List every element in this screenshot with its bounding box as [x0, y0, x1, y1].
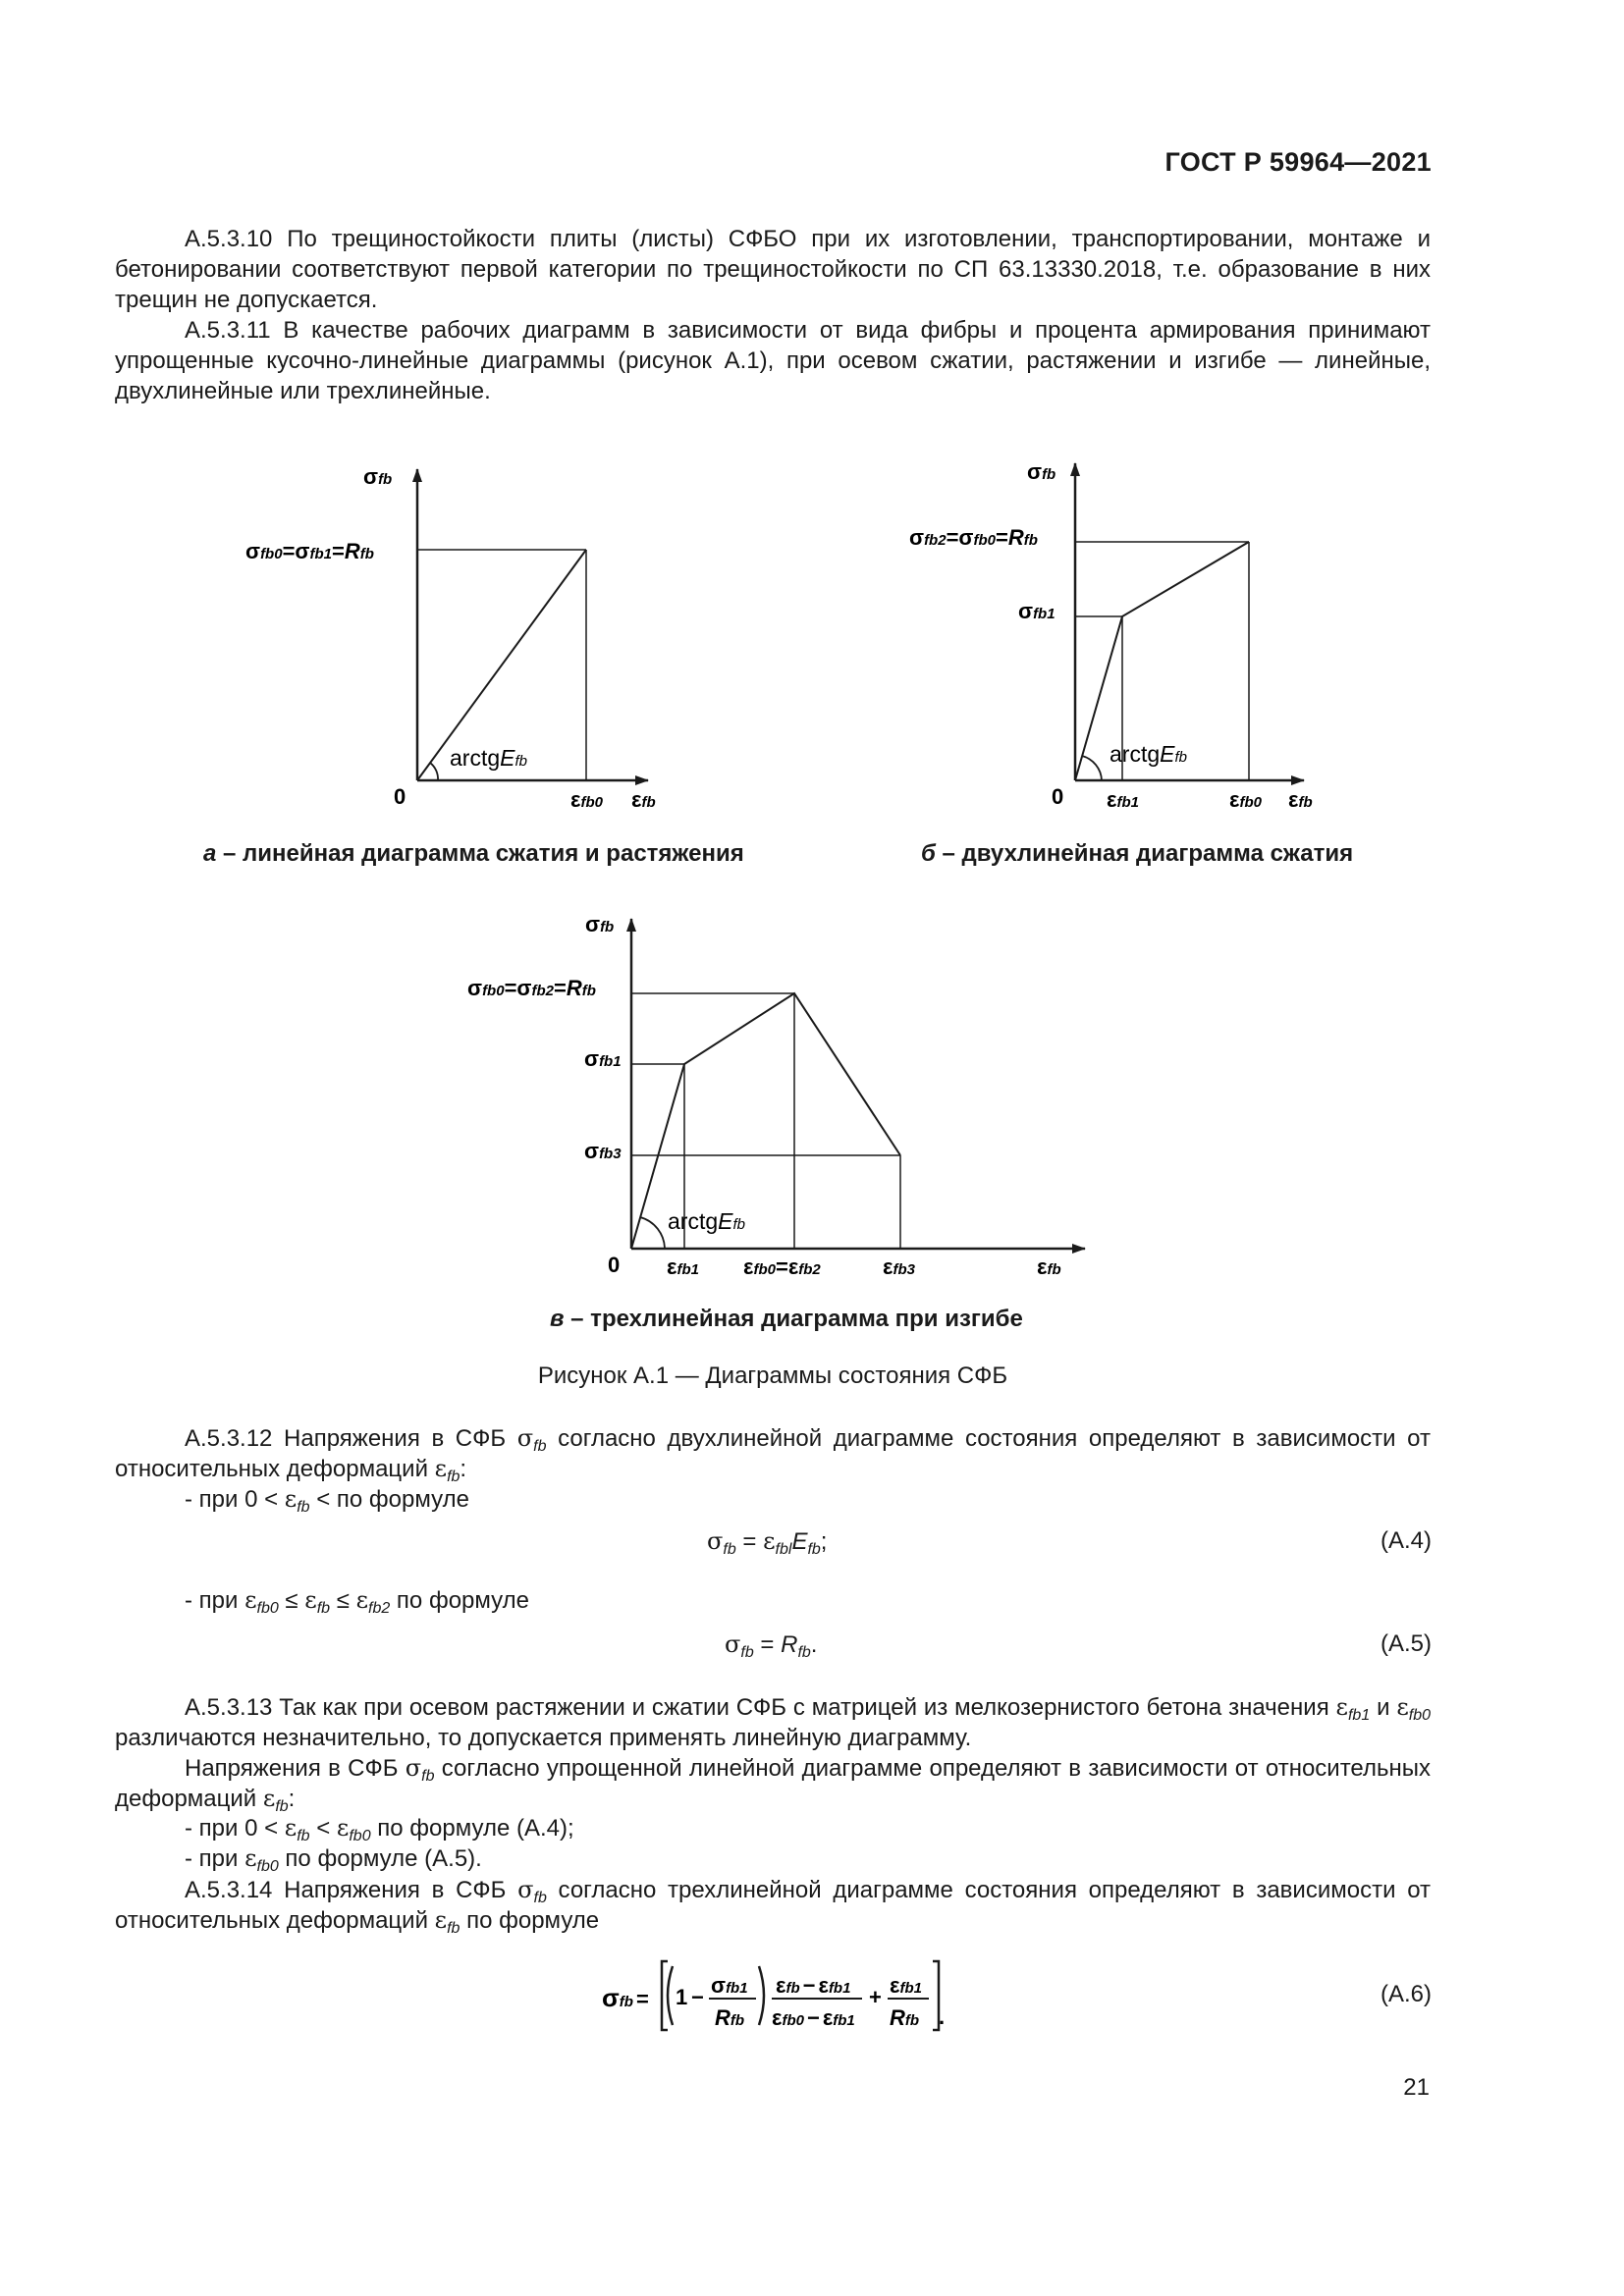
epsilon-label: ε	[743, 1255, 754, 1279]
sub-label: fb	[514, 753, 527, 770]
equation-number-a5: (А.5)	[1380, 1630, 1432, 1657]
svg-text:σfb3	[584, 1139, 622, 1163]
svg-text:εfb	[1037, 1255, 1061, 1279]
epsilon-label: ε	[1107, 787, 1117, 812]
sigma-label: σ	[1027, 459, 1043, 484]
sub-label: fb2	[798, 1261, 821, 1278]
svg-text:εfb1	[1107, 787, 1139, 812]
sigma-label: σ	[909, 525, 925, 550]
r-label: R	[1007, 525, 1024, 550]
svg-text:σfb=: σfb =	[602, 1983, 649, 2012]
svg-text:σfb	[585, 912, 614, 936]
sub-label: fb3	[893, 1261, 915, 1278]
sub-label: fb0	[482, 983, 505, 999]
svg-text:+: +	[869, 1985, 882, 2009]
svg-text:σfb1	[1018, 599, 1056, 623]
sub-label: fb1	[309, 546, 332, 562]
paragraph-stress-linear: Напряжения в СФБ $\sigma_{fb}$ согласно упрощенной линейной диаграмме определяют в зависимости от относительных деформаций $\varepsilon_{fb}$:	[115, 1754, 1431, 1815]
sigma-label: σ	[363, 464, 379, 489]
svg-text:σfb	[363, 464, 392, 489]
caption-c	[550, 1306, 1023, 1333]
svg-text:εfb	[631, 787, 656, 812]
caption-letter: а	[203, 840, 217, 867]
document-header: ГОСТ Р 59964—2021	[1164, 147, 1432, 177]
epsilon-label: ε	[1288, 787, 1299, 812]
svg-text:εfb3	[883, 1255, 916, 1279]
formula-a6	[599, 1949, 952, 2037]
paragraph-a5310: А.5.3.10 По трещиностойкости плиты (листы) СФБО при их изготовлении, транспортировании, монтаже и бетонировании соответствуют первой категории по трещиностойкости по СП 63.13330.2018, т.е. образование в них трещин не допускается.	[115, 226, 1431, 313]
svg-text:εfb0	[1229, 787, 1263, 812]
equals-label: =	[995, 525, 1008, 550]
diagram-b-bilinear	[903, 447, 1335, 825]
e-label: E	[500, 745, 515, 771]
svg-text:Rfb: Rfb	[890, 2005, 920, 2030]
epsilon-label: ε	[883, 1255, 893, 1279]
sub-label: fb	[378, 471, 393, 488]
equation-number-a6: (А.6)	[1380, 1981, 1432, 2007]
sub-label: fb1	[1116, 794, 1139, 811]
equals-label: =	[331, 539, 345, 563]
equals-label: =	[775, 1255, 788, 1279]
diagram-c-trilinear	[461, 903, 1100, 1286]
sub-label: fb3	[599, 1146, 622, 1162]
epsilon-label: ε	[1037, 1255, 1048, 1279]
paragraph-a5313: А.5.3.13 Так как при осевом растяжении и сжатии СФБ с матрицей из мелкозернистого бетона значения $\varepsilon_{fb1}$ и $\varepsilon_{fb0}$ различаются незначительно, то допускается применять линейную диаграмму.	[115, 1693, 1431, 1751]
e-label: E	[1160, 741, 1175, 767]
sub-label: fb2	[531, 983, 554, 999]
svg-text:arctgEfb	[668, 1208, 745, 1234]
sigma-label: σ	[584, 1139, 600, 1163]
svg-text:σfb0=σfb2=Rfb	[467, 976, 596, 1000]
formula-a5: $\sigma_{fb} = R_{fb}$.	[725, 1630, 818, 1661]
svg-text:εfb	[1288, 787, 1313, 812]
svg-text:Rfb: Rfb	[715, 2005, 745, 2030]
epsilon-label: ε	[570, 787, 581, 812]
sub-label: fb1	[599, 1053, 622, 1070]
sigma-label: σ	[1018, 599, 1034, 623]
equals-label: =	[282, 539, 296, 563]
svg-text:σfb1: σfb1	[711, 1973, 748, 1998]
sub-label: fb0	[260, 546, 283, 562]
epsilon-label: ε	[787, 1255, 799, 1279]
sigma-label: σ	[585, 912, 601, 936]
sub-label: fb	[600, 919, 615, 935]
epsilon-label: ε	[1229, 787, 1240, 812]
sub-label: fb	[1042, 466, 1056, 483]
svg-text:.: .	[939, 2004, 946, 2029]
r-label: R	[566, 976, 582, 1000]
svg-text:arctgEfb	[1110, 741, 1187, 767]
origin-label: 0	[394, 784, 406, 809]
e-label: E	[718, 1208, 733, 1234]
sub-label: fb	[641, 794, 656, 811]
origin-label: 0	[1052, 784, 1064, 809]
condition-4: - при $\varepsilon_{fb0}$ по формуле (А.5).	[185, 1844, 482, 1875]
sigma-label: σ	[958, 525, 974, 550]
arctg-label: arctg	[450, 745, 501, 771]
sub-label: fb	[581, 983, 596, 999]
svg-text:εfb0=εfb2	[743, 1255, 821, 1279]
svg-text:σfb0=σfb1=Rfb	[245, 539, 374, 563]
caption-text: – трехлинейная диаграмма при изгибе	[564, 1306, 1023, 1332]
sub-label: fb0	[1239, 794, 1262, 811]
formula-a4: $\sigma_{fb} = \varepsilon_{fbl}E_{fb}$;	[707, 1527, 828, 1558]
equals-label: =	[946, 525, 959, 550]
equals-label: =	[504, 976, 517, 1000]
caption-text: – линейная диаграмма сжатия и растяжения	[216, 840, 744, 867]
arctg-label: arctg	[668, 1208, 719, 1234]
sigma-label: σ	[245, 539, 261, 563]
svg-text:εfb1	[667, 1255, 699, 1279]
sub-label: fb	[359, 546, 374, 562]
caption-letter: в	[550, 1306, 565, 1332]
paragraph-a5314: А.5.3.14 Напряжения в СФБ $\sigma_{fb}$ согласно трехлинейной диаграмме состояния определяют в зависимости от относительных деформаций $\varepsilon_{fb}$ по формуле	[115, 1876, 1431, 1937]
page-number: 21	[1403, 2074, 1430, 2101]
svg-text:εfb0	[570, 787, 604, 812]
paragraph-a5311: А.5.3.11 В качестве рабочих диаграмм в зависимости от вида фибры и процента армирования принимают упрощенные кусочно-линейные диаграммы (рисунок А.1), при осевом сжатии, растяжении и изгибе — линейные, двухлинейные или трехлинейные.	[115, 317, 1431, 404]
arctg-label: arctg	[1110, 741, 1161, 767]
condition-3: - при $0 < \varepsilon_{fb} < \varepsilon_{fb0}$ по формуле (А.4);	[185, 1814, 574, 1844]
svg-text:εfb1: εfb1	[890, 1973, 922, 1998]
sub-label: fb0	[580, 794, 603, 811]
svg-text:1: 1	[676, 1985, 688, 2009]
sigma-label: σ	[516, 976, 532, 1000]
condition-1: - при $0 < \varepsilon_{fb}$ < по формуле	[185, 1485, 469, 1516]
svg-text:σfb1	[584, 1046, 622, 1071]
sigma-label: σ	[467, 976, 483, 1000]
sub-label: fb0	[753, 1261, 776, 1278]
caption-b	[921, 840, 1353, 868]
caption-a	[203, 840, 744, 868]
diagram-a-linear	[236, 452, 668, 825]
origin-label: 0	[608, 1253, 621, 1277]
epsilon-label: ε	[631, 787, 642, 812]
sub-label: fb1	[677, 1261, 699, 1278]
svg-text:σfb2=σfb0=Rfb	[909, 525, 1038, 550]
svg-text:σfb	[1027, 459, 1056, 484]
epsilon-label: ε	[667, 1255, 677, 1279]
equals-label: =	[553, 976, 567, 1000]
svg-text:εfb0−εfb1: εfb0 − εfb1	[772, 2005, 855, 2030]
svg-text:εfb−εfb1: εfb − εfb1	[776, 1973, 851, 1998]
r-label: R	[344, 539, 360, 563]
sub-label: fb	[1023, 532, 1038, 549]
paragraph-a5312: А.5.3.12 Напряжения в СФБ $\sigma_{fb}$ согласно двухлинейной диаграмме состояния определяют в зависимости от относительных деформаций $\varepsilon_{fb}$:	[115, 1424, 1431, 1485]
sub-label: fb	[1174, 749, 1187, 766]
sub-label: fb1	[1033, 606, 1056, 622]
caption-text: – двухлинейная диаграмма сжатия	[935, 840, 1354, 867]
caption-letter: б	[921, 840, 936, 867]
figure-title: Рисунок А.1 — Диаграммы состояния СФБ	[537, 1362, 1008, 1389]
svg-text:arctgEfb	[450, 745, 527, 771]
svg-text:−: −	[691, 1985, 704, 2009]
equation-number-a4: (А.4)	[1380, 1527, 1432, 1554]
sub-label: fb	[1298, 794, 1313, 811]
sub-label: fb0	[973, 532, 996, 549]
sub-label: fb2	[924, 532, 947, 549]
condition-2: - при $\varepsilon_{fb0} \le \varepsilon_{fb} \le \varepsilon_{fb2}$ по формуле	[185, 1586, 529, 1617]
sigma-label: σ	[295, 539, 310, 563]
sigma-label: σ	[584, 1046, 600, 1071]
sub-label: fb	[732, 1216, 745, 1233]
sub-label: fb	[1047, 1261, 1061, 1278]
